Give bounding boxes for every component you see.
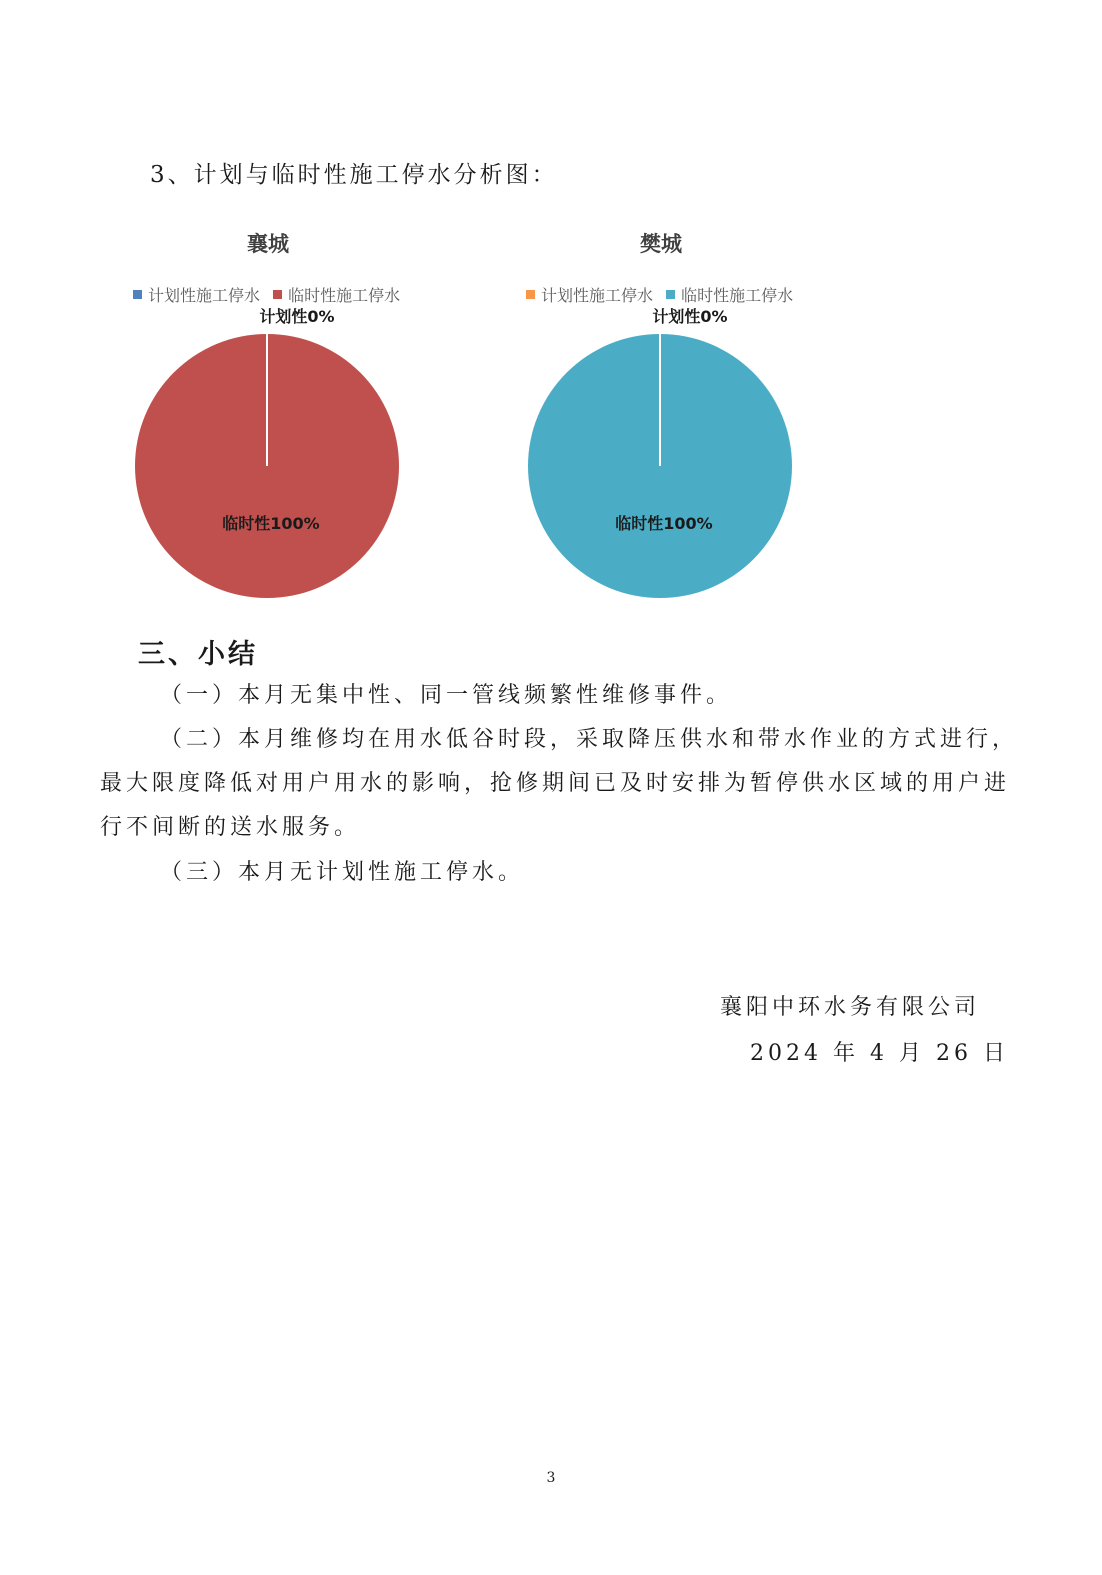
pie-chart-xiangcheng xyxy=(133,228,463,608)
chart-title: 襄城 xyxy=(247,232,289,256)
chart-title: 樊城 xyxy=(640,232,682,256)
pie-svg xyxy=(526,228,856,608)
data-label-planned: 计划性0% xyxy=(652,307,728,326)
signature-date: 2024 年 4 月 26 日 xyxy=(750,1041,1009,1066)
section-heading: 3、计划与临时性施工停水分析图： xyxy=(150,162,558,188)
page-number: 3 xyxy=(546,1470,556,1486)
summary-title: 三、小结 xyxy=(138,639,258,670)
summary-paragraph-2-line-2: 最大限度降低对用户用水的影响，抢修期间已及时安排为暂停供水区域的用户进 xyxy=(100,771,1011,796)
data-label-temporary: 临时性100% xyxy=(222,514,320,533)
pie-chart-fancheng xyxy=(526,228,856,608)
legend-label: 临时性施工停水 xyxy=(288,286,401,305)
summary-paragraph-3: （三）本月无计划性施工停水。 xyxy=(160,860,525,885)
pie-svg xyxy=(133,228,463,608)
legend-label: 计划性施工停水 xyxy=(541,286,654,305)
summary-paragraph-2-line-1: （二）本月维修均在用水低谷时段，采取降压供水和带水作业的方式进行， xyxy=(160,727,1019,752)
legend-label: 临时性施工停水 xyxy=(681,286,794,305)
summary-paragraph-2-line-3: 行不间断的送水服务。 xyxy=(100,815,361,840)
signature-company: 襄阳中环水务有限公司 xyxy=(720,995,981,1020)
data-label-temporary: 临时性100% xyxy=(615,514,713,533)
data-label-planned: 计划性0% xyxy=(259,307,335,326)
summary-paragraph-1: （一）本月无集中性、同一管线频繁性维修事件。 xyxy=(160,683,733,708)
legend-label: 计划性施工停水 xyxy=(148,286,261,305)
